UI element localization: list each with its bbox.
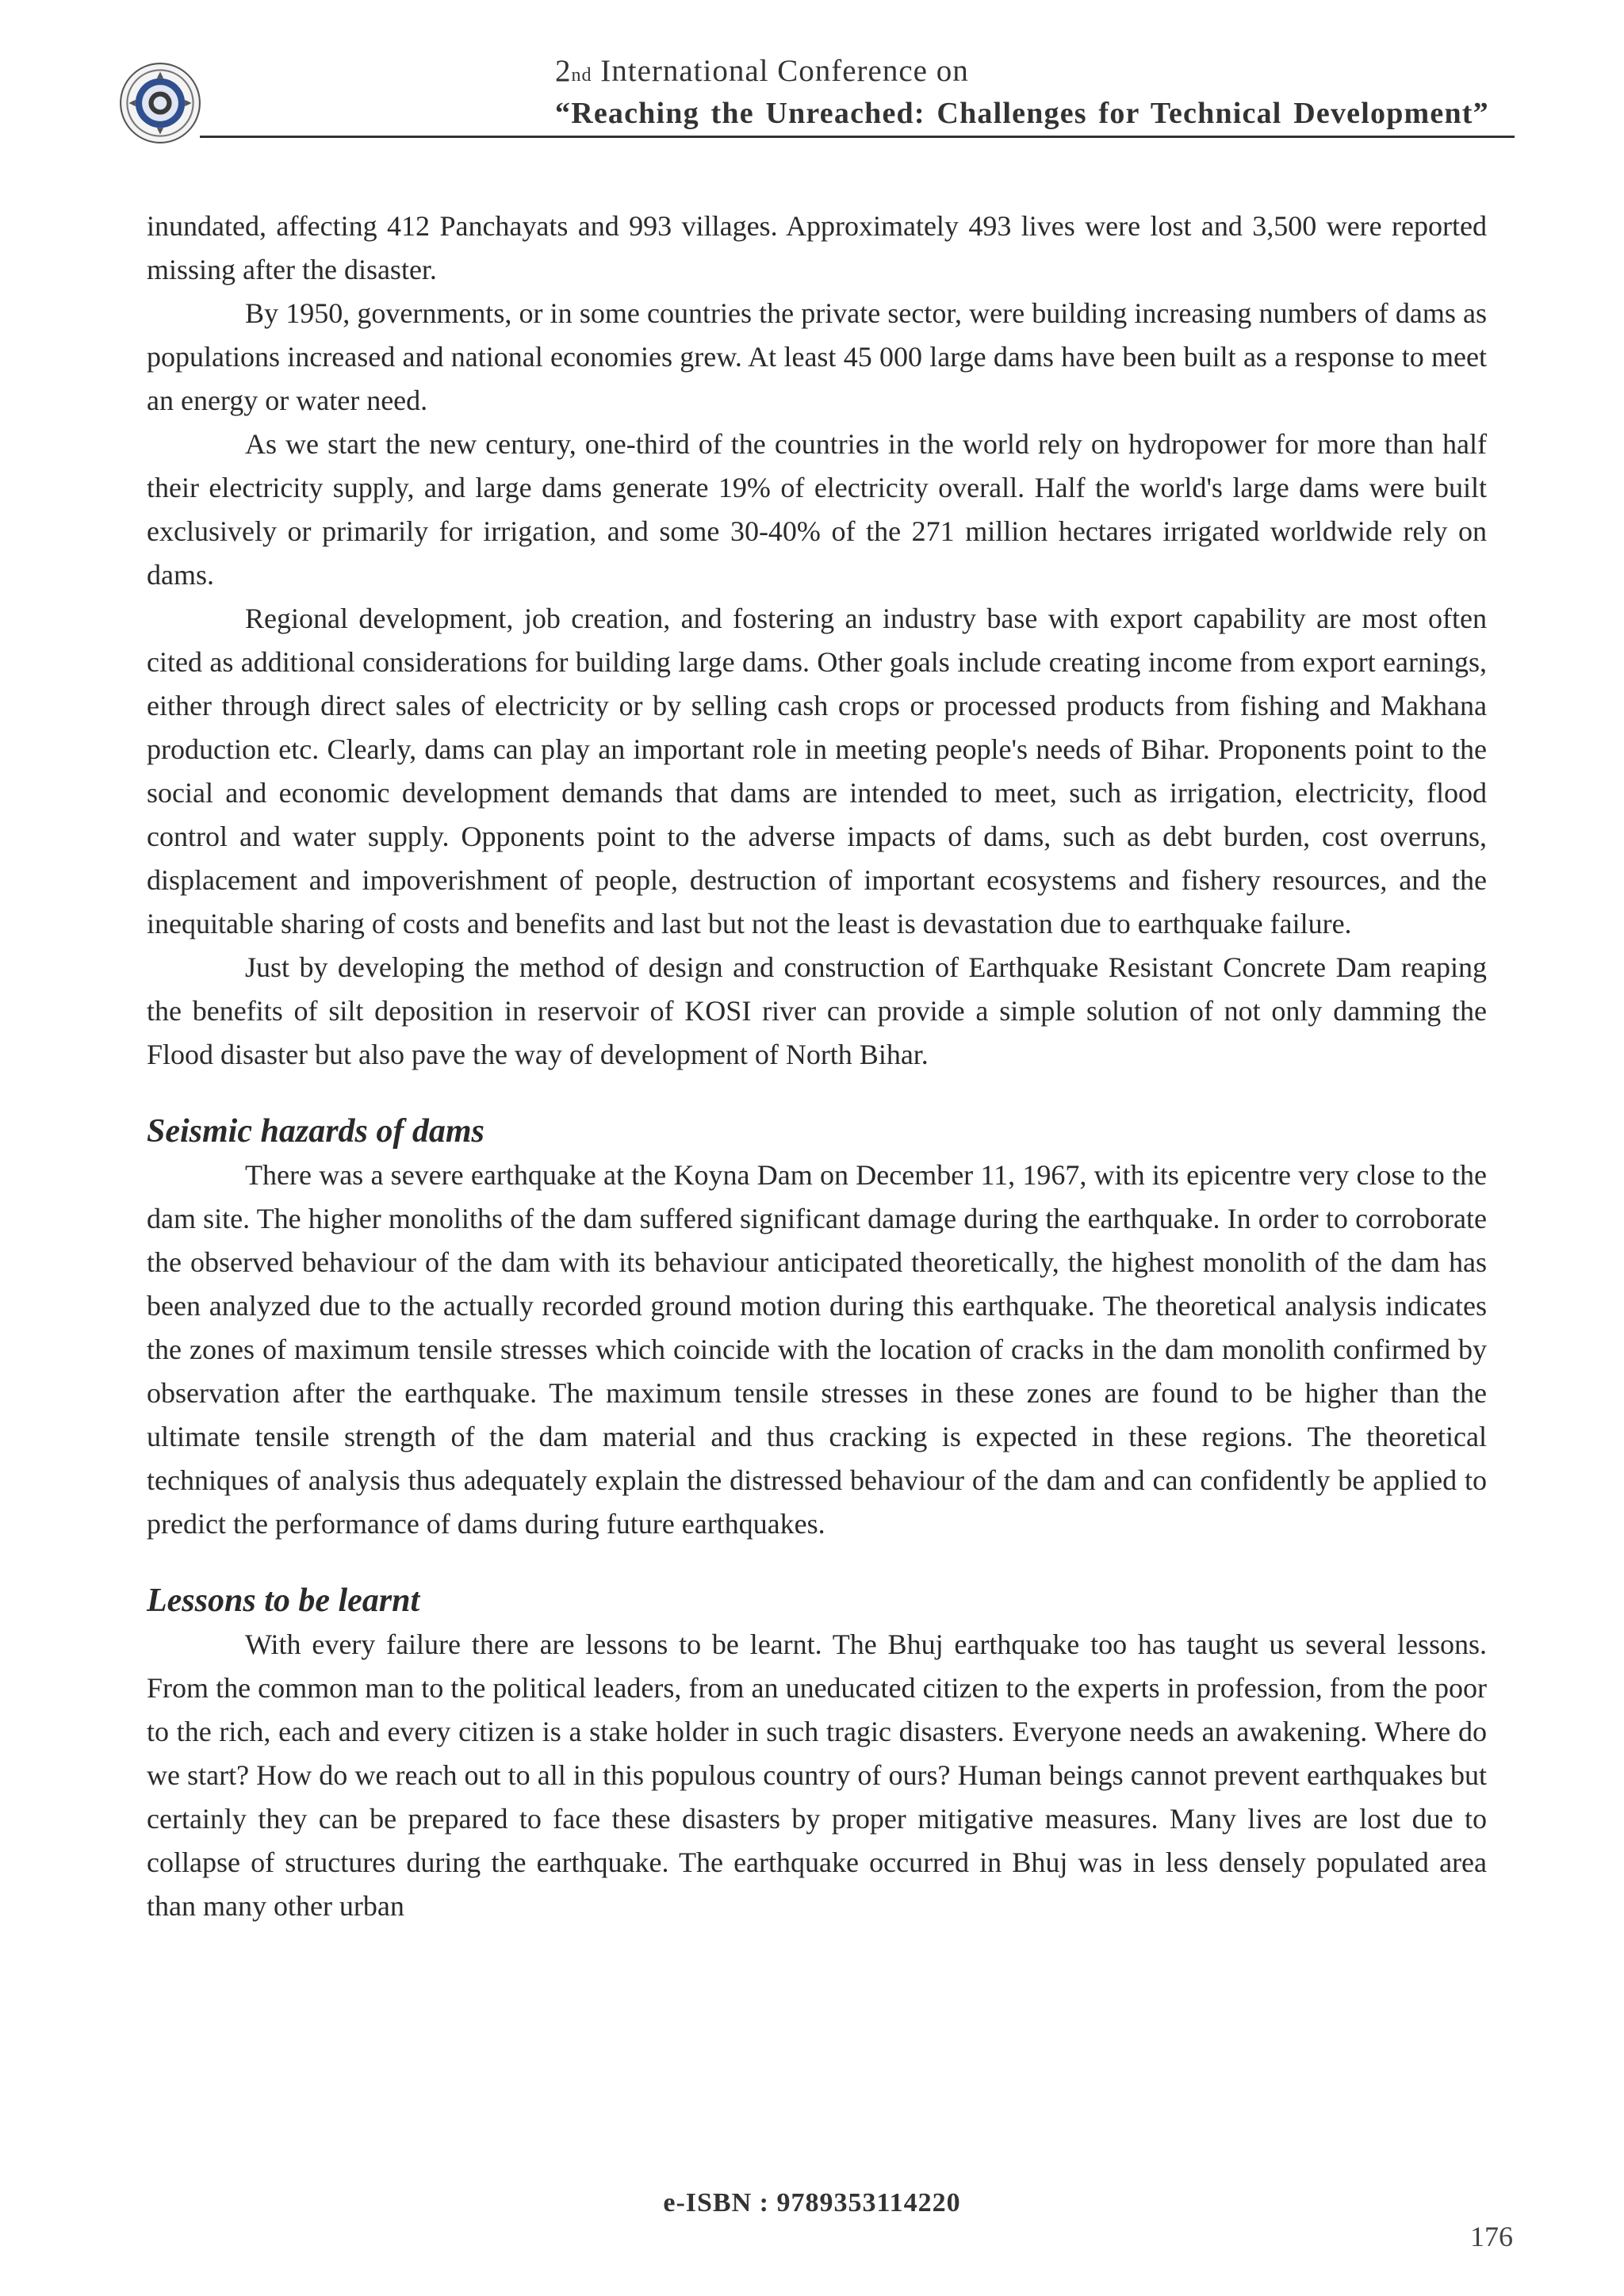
page-number: 176	[1470, 2221, 1513, 2252]
footer-isbn: e-ISBN : 9789353114220	[663, 2188, 961, 2218]
section-spacer	[147, 1546, 1487, 1579]
body-paragraph: There was a severe earthquake at the Koyna Dam on December 11, 1967, with its epicentre very close to the dam site. The higher monoliths of the dam suffered significant damage during the earthquake. In order to corroborate the observed behaviour of the dam with its behaviour anticipated theoretically, the highest monolith of the dam has been analyzed due to the actually recorded ground motion during this earthquake. The theoretical analysis indicates the zones of maximum tensile stresses which coincide with the location of cracks in the dam monolith confirmed by observation after the earthquake. The maximum tensile stresses in these zones are found to be higher than the ultimate tensile strength of the dam material and thus cracking is expected in these regions. The theoretical techniques of analysis thus adequately explain the distressed behaviour of the dam and can confidently be applied to predict the performance of dams during future earthquakes.	[147, 1159, 1487, 1540]
conference-line	[555, 52, 1515, 94]
conference-name: International Conference on	[592, 54, 969, 88]
header-text	[555, 52, 1515, 132]
body-paragraph: Regional development, job creation, and fostering an industry base with export capability are most often cited as additional considerations for building large dams. Other goals include creating income from export earnings, either through direct sales of electricity or by selling cash crops or processed products from fishing and Makhana production etc. Clearly, dams can play an important role in meeting people's needs of Bihar. Proponents point to the social and economic development demands that dams are intended to meet, such as irrigation, electricity, flood control and water supply. Opponents point to the adverse impacts of dams, such as debt burden, cost overruns, displacement and impoverishment of people, destruction of important ecosystems and fishery resources, and the inequitable sharing of costs and benefits and last but not the least is devastation due to earthquake failure.	[147, 603, 1487, 939]
section-heading-seismic: Seismic hazards of dams	[147, 1113, 485, 1150]
conference-seal-icon	[119, 62, 201, 144]
conference-title: “Reaching the Unreached: Challenges for Technical Development”	[555, 97, 1489, 130]
body-paragraph: By 1950, governments, or in some countries the private sector, were building increasing numbers of dams as populations increased and national economies grew. At least 45 000 large dams have been built as a response to meet an energy or water need.	[147, 297, 1487, 416]
section-spacer	[147, 1077, 1487, 1110]
body-paragraph: As we start the new century, one-third of the countries in the world rely on hydropower for more than half their electricity supply, and large dams generate 19% of electricity overall. Half the world's large dams were built exclusively or primarily for irrigation, and some 30-40% of the 271 million hectares irrigated worldwide rely on dams.	[147, 428, 1487, 591]
body-paragraph: With every failure there are lessons to be learnt. The Bhuj earthquake too has taught us several lessons. From the common man to the political leaders, from an uneducated citizen to the experts in profession, from the poor to the rich, each and every citizen is a stake holder in such tragic disasters. Everyone needs an awakening. Where do we start? How do we reach out to all in this populous country of ours? Human beings cannot prevent earthquakes but certainly they can be prepared to face these disasters by proper mitigative measures. Many lives are lost due to collapse of structures during the earthquake. The earthquake occurred in Bhuj was in less densely populated area than many other urban	[147, 1628, 1487, 1922]
section-heading-lessons: Lessons to be learnt	[147, 1582, 420, 1619]
body-paragraph: Just by developing the method of design and construction of Earthquake Resistant Concrete Dam reaping the benefits of silt deposition in reservoir of KOSI river can provide a simple solution of not only damming the Flood disaster but also pave the way of development of North Bihar.	[147, 951, 1487, 1070]
conference-ordinal-suffix: nd	[571, 65, 592, 86]
body-paragraph: inundated, affecting 412 Panchayats and 993 villages. Approximately 493 lives were lost and 3,500 were reported missing after the disaster.	[147, 210, 1487, 285]
page-header	[119, 48, 1515, 140]
conference-ordinal-number: 2	[555, 54, 572, 88]
header-divider	[200, 136, 1515, 138]
page-body	[147, 205, 1487, 1928]
